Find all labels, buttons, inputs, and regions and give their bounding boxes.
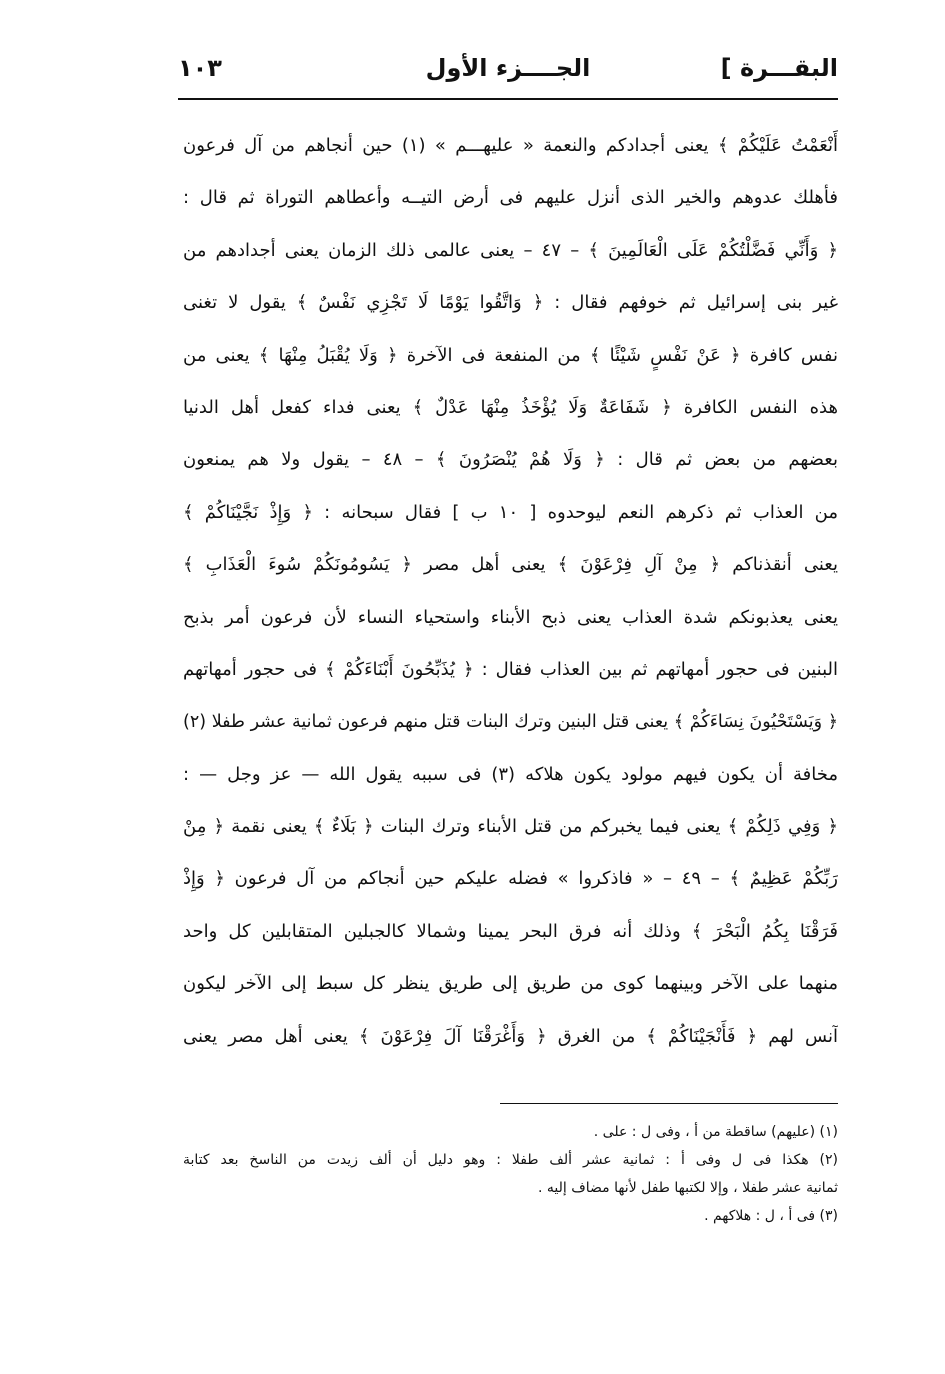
part-title: الجــــزء الأول xyxy=(425,54,591,82)
text-line: رَبِّكُمْ عَظِيمٌ ﴾ – ٤٩ – « فاذكروا » فضله عليكم حين أنجاكم من آل فرعون ﴿ وَإِذْ xyxy=(183,868,838,890)
text-line: مخافة أن يكون فيهم مولود يكون هلاكه (٣) فى سببه يقول الله — عز وجل — : xyxy=(183,763,838,785)
body-text xyxy=(183,120,838,1063)
text-line: بعضهم من بعض ثم قال : ﴿ وَلَا هُمْ يُنْصَرُونَ ﴾ – ٤٨ – يقول ولا هم يمنعون xyxy=(183,449,838,471)
text-line: يعنى يعذبونكم شدة العذاب يعنى ذبح الأبناء واستحياء النساء لأن فرعون أمر بذبح xyxy=(183,606,838,628)
page-header xyxy=(178,52,838,100)
text-line: البنين فى حجور أمهاتهم ثم بين العذاب فقال : ﴿ يُذَبِّحُونَ أَبْنَاءَكُمْ ﴾ فى حجور أمهاتهم xyxy=(183,658,838,680)
text-line: فأهلك عدوهم والخير الذى أنزل عليهم فى أرض التيــه وأعطاهم التوراة ثم قال : xyxy=(183,187,838,209)
text-line: ﴿ وَأَنِّي فَضَّلْتُكُمْ عَلَى الْعَالَمِينَ ﴾ – ٤٧ – يعنى عالمى ذلك الزمان يعنى أجدادهم من xyxy=(183,239,838,261)
footnote-3: (٣) فى أ ، ل : هلاكهم . xyxy=(704,1208,838,1224)
footnote-separator xyxy=(500,1103,838,1104)
text-line: يعنى أنقذناكم ﴿ مِنْ آلِ فِرْعَوْنَ ﴾ يعنى أهل مصر ﴿ يَسُومُونَكُمْ سُوءَ الْعَذَابِ ﴾ xyxy=(183,554,838,576)
footnote-2: (٢) هكذا فى ل وفى أ : ثمانية عشر ألف طفلا : وهو دليل أن ألف زيدت من الناسخ بعد كتابة xyxy=(183,1152,838,1168)
footnote-1: (١) (عليهم) ساقطة من أ ، وفى ل : على . xyxy=(593,1124,838,1140)
text-line: منهما على الآخر وبينهما كوى من طريق إلى طريق ينظر كل سبط إلى الآخر ليكون xyxy=(183,973,838,995)
text-line: آنس لهم ﴿ فَأَنْجَيْنَاكُمْ ﴾ من الغرق ﴿ وَأَغْرَقْنَا آلَ فِرْعَوْنَ ﴾ يعنى أهل مصر يعنى xyxy=(183,1025,838,1047)
text-line: من العذاب ثم ذكرهم النعم ليوحدوه [ ١٠ ب ] فقال سبحانه : ﴿ وَإِذْ نَجَّيْنَاكُمْ ﴾ xyxy=(183,501,838,523)
footnotes xyxy=(183,1118,838,1230)
text-line: ﴿ وَيَسْتَحْيُونَ نِسَاءَكُمْ ﴾ يعنى قتل البنين وترك البنات قتل منهم فرعون ثمانية عشر طفلا (٢) xyxy=(183,712,838,733)
text-line: غير بنى إسرائيل ثم خوفهم فقال : ﴿ وَاتَّقُوا يَوْمًا لَا تَجْزِي نَفْسٌ ﴾ يقول لا تغنى xyxy=(183,292,838,314)
text-line: فَرَقْنَا بِكُمُ الْبَحْرَ ﴾ وذلك أنه فرق البحر يمينا وشمالا كالجبلين المتقابلين كل واحد xyxy=(183,920,838,942)
chapter-title: البقـــرة ] xyxy=(720,54,838,82)
page-number: ١٠٣ xyxy=(178,54,222,82)
text-line: ﴿ وَفِي ذَلِكُمْ ﴾ يعنى فيما يخبركم من قتل الأبناء وترك البنات ﴿ بَلَاءٌ ﴾ يعنى نقمة ﴿ مِنْ xyxy=(183,816,838,838)
text-line: أَنْعَمْتُ عَلَيْكُمْ ﴾ يعنى أجدادكم والنعمة « عليهـــم » (١) حين أنجاهم من آل فرعون xyxy=(183,135,838,156)
text-line: هذه النفس الكافرة ﴿ شَفَاعَةٌ وَلَا يُؤْخَذُ مِنْهَا عَدْلٌ ﴾ يعنى فداء كفعل أهل الدنيا xyxy=(183,396,838,418)
footnote-2-continued: ثمانية عشر طفلا ، وإلا لكتبها طفل لأنها مضاف إليه . xyxy=(537,1180,838,1196)
text-line: نفس كافرة ﴿ عَنْ نَفْسٍ شَيْئًا ﴾ من المنفعة فى الآخرة ﴿ وَلَا يُقْبَلُ مِنْهَا ﴾ يعنى من xyxy=(183,344,838,366)
